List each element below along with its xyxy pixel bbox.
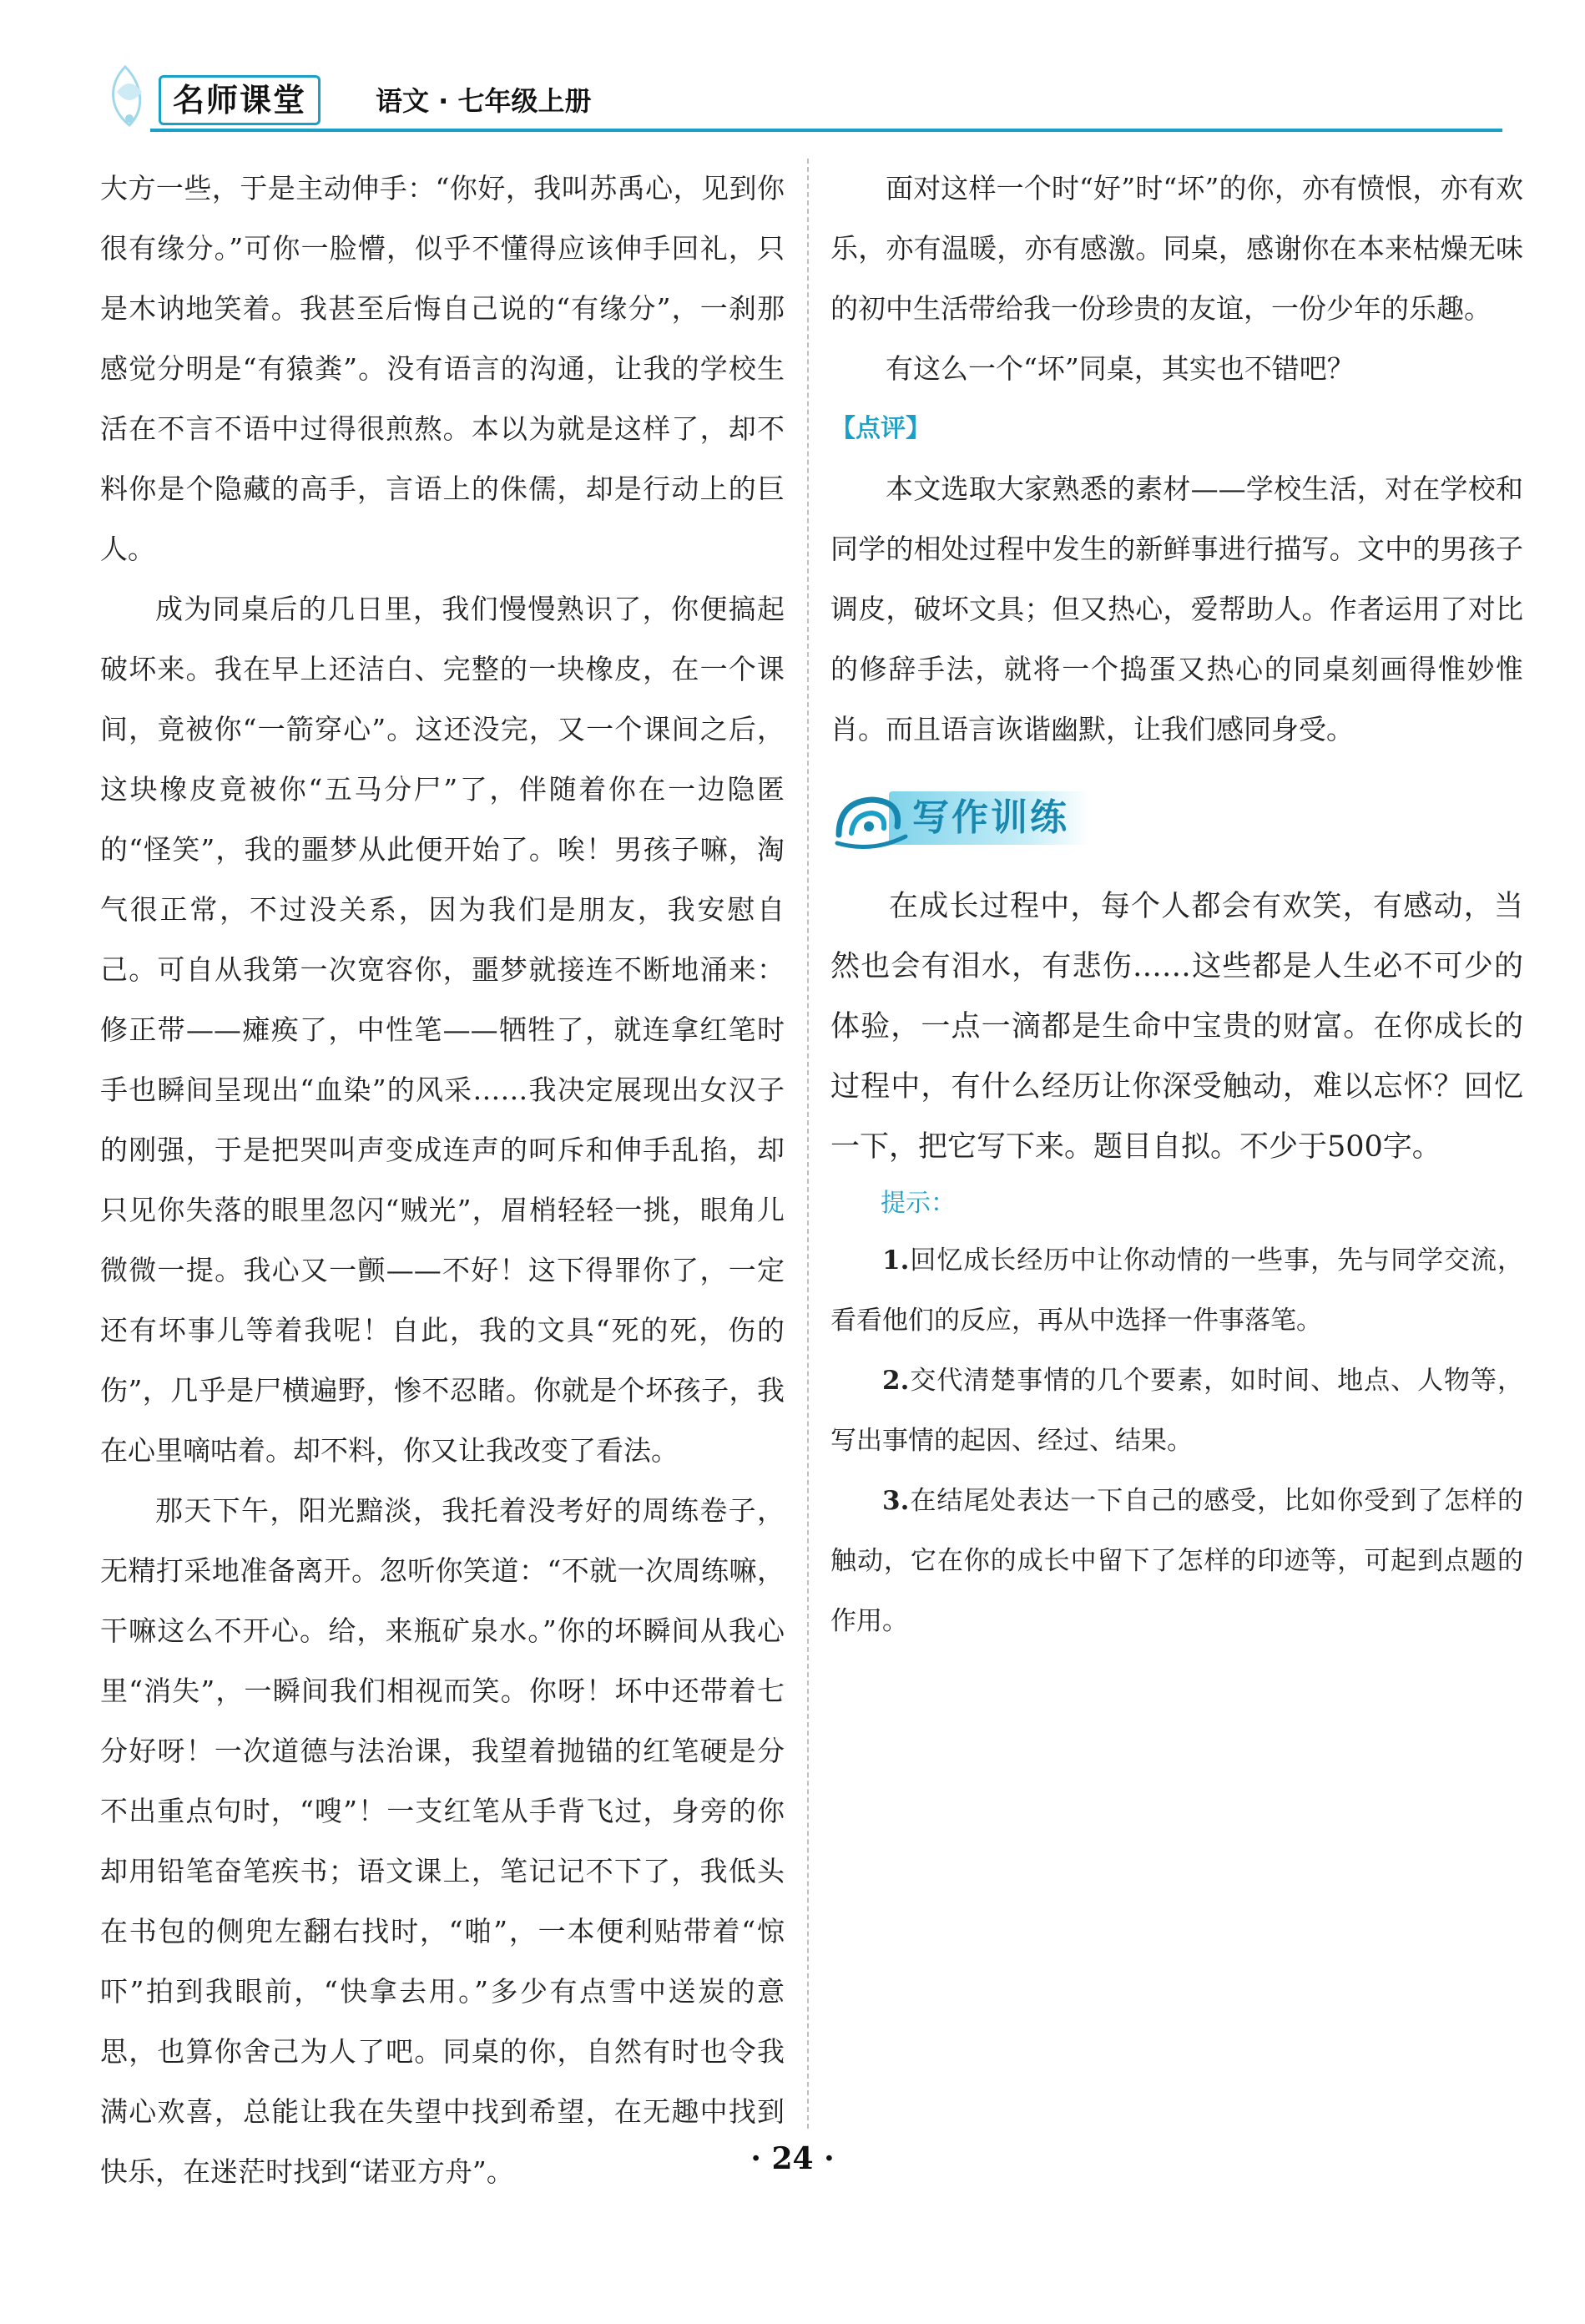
header-title: 语文 · 七年级上册	[376, 85, 592, 117]
left-paragraph-1: 大方一些，于是主动伸手：“你好，我叫苏禹心，见到你很有缘分。”可你一脸懵，似乎不懂得应该伸手回礼，只是木讷地笑着。我甚至后悔自己说的“有缘分”，一刹那感觉分明是“有猿粪”。没有语言的沟通，让我的学校生活在不言不语中过得很煎熬。本以为就是这样了，却不料你是个隐藏的高手，言语上的侏儒，却是行动上的巨人。	[100, 172, 785, 565]
hint-number: 2.	[882, 1366, 910, 1396]
comment-label: 【点评】	[830, 414, 931, 443]
hint-number: 3.	[882, 1486, 910, 1516]
hint-text: 交代清楚事情的几个要素，如时间、地点、人物等，写出事情的起因、经过、结果。	[830, 1366, 1523, 1456]
comment-text: 本文选取大家熟悉的素材——学校生活，对在学校和同学的相处过程中发生的新鲜事进行描写。文中的男孩子调皮，破坏文具；但又热心，爱帮助人。作者运用了对比的修辞手法，就将一个捣蛋又热心的同桌刻画得惟妙惟肖。而且语言诙谐幽默，让我们感同身受。	[830, 472, 1523, 745]
left-column	[100, 159, 785, 2202]
page-header	[100, 58, 1502, 134]
header-brand: 名师课堂	[159, 75, 321, 125]
hint-item-3	[830, 1471, 1523, 1651]
hint-item-1	[830, 1230, 1523, 1351]
hint-text: 在结尾处表达一下自己的感受，比如你受到了怎样的触动，它在你的成长中留下了怎样的印迹等，可起到点题的作用。	[830, 1486, 1523, 1636]
page-number: · 24 ·	[750, 2141, 835, 2176]
writing-section-banner	[830, 780, 1523, 860]
section-title: 写作训练	[912, 796, 1069, 839]
column-divider	[807, 159, 809, 2129]
right-column	[830, 159, 1523, 1651]
hint-item-2	[830, 1351, 1523, 1471]
hint-label: 提示：	[881, 1189, 956, 1218]
section-swirl-icon	[830, 785, 914, 855]
left-paragraph-2: 成为同桌后的几日里，我们慢慢熟识了，你便搞起破坏来。我在早上还洁白、完整的一块橡皮，在一个课间，竟被你“一箭穿心”。这还没完，又一个课间之后，这块橡皮竟被你“五马分尸”了，伴随着你在一边隐匿的“怪笑”，我的噩梦从此便开始了。唉！男孩子嘛，淘气很正常，不过没关系，因为我们是朋友，我安慰自己。可自从我第一次宽容你，噩梦就接连不断地涌来：修正带——瘫痪了，中性笔——牺牲了，就连拿红笔时手也瞬间呈现出“血染”的风采……我决定展现出女汉子的刚强，于是把哭叫声变成连声的呵斥和伸手乱掐，却只见你失落的眼里忽闪“贼光”，眉梢轻轻一挑，眼角儿微微一提。我心又一颤——不好！这下得罪你了，一定还有坏事儿等着我呢！自此，我的文具“死的死，伤的伤”，几乎是尸横遍野，惨不忍睹。你就是个坏孩子，我在心里嘀咕着。却不料，你又让我改变了看法。	[100, 593, 785, 1467]
hint-number: 1.	[882, 1245, 910, 1276]
hint-text: 回忆成长经历中让你动情的一些事，先与同学交流，看看他们的反应，再从中选择一件事落笔。	[830, 1245, 1523, 1336]
right-paragraph-1: 面对这样一个时“好”时“坏”的你，亦有愤恨，亦有欢乐，亦有温暖，亦有感激。同桌，感谢你在本来枯燥无味的初中生活带给我一份珍贵的友谊，一份少年的乐趣。	[830, 172, 1523, 325]
left-paragraph-3: 那天下午，阳光黯淡，我托着没考好的周练卷子，无精打采地准备离开。忽听你笑道：“不就一次周练嘛，干嘛这么不开心。给，来瓶矿泉水。”你的坏瞬间从我心里“消失”，一瞬间我们相视而笑。你呀！坏中还带着七分好呀！一次道德与法治课，我望着抛锚的红笔硬是分不出重点句时，“嗖”！一支红笔从手背飞过，身旁的你却用铅笔奋笔疾书；语文课上，笔记记不下了，我低头在书包的侧兜左翻右找时，“啪”，一本便利贴带着“惊吓”拍到我眼前，“快拿去用。”多少有点雪中送炭的意思，也算你舍己为人了吧。同桌的你，自然有时也令我满心欢喜，总能让我在失望中找到希望，在无趣中找到快乐，在迷茫时找到“诺亚方舟”。	[100, 1494, 785, 2188]
header-ornament-icon	[100, 58, 159, 134]
header-rule	[150, 129, 1502, 132]
writing-prompt: 在成长过程中，每个人都会有欢笑，有感动，当然也会有泪水，有悲伤……这些都是人生必不可少的体验，一点一滴都是生命中宝贵的财富。在你成长的过程中，有什么经历让你深受触动，难以忘怀？回忆一下，把它写下来。题目自拟。不少于500字。	[830, 890, 1523, 1164]
right-paragraph-2: 有这么一个“坏”同桌，其实也不错吧？	[886, 352, 1355, 385]
